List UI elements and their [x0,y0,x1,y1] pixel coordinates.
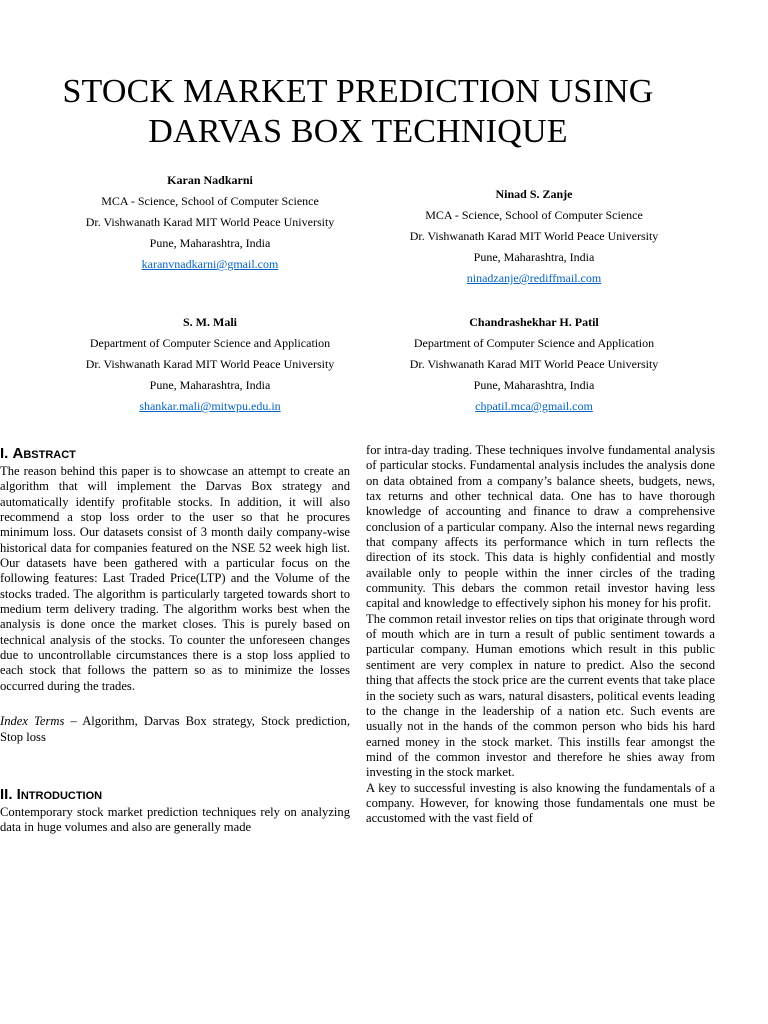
author-email-link[interactable]: ninadzanje@rediffmail.com [466,271,602,285]
introduction-heading [0,785,350,805]
body-paragraph: for intra-day trading. These techniques involve fundamental analysis of particular stocks. Fundamental analysis includes the analysis done on data obtained from a company’s balance sheets, budgets, news, tax returns and other technical data. One has to have thorough knowledge of accounting and finance to draw a comprehensive conclusion of a particular company. Also the internal news regarding that company affects its performance which in turn reflects the direction of its stock. This data is highly confidential and mostly available only to people within the inner circles of the trading community. This debars the common retail investor having less capital and knowledge to effectively siphon his money for his profit. [366,443,715,611]
abstract-heading [0,444,350,464]
introduction-paragraph: Contemporary stock market prediction techniques rely on analyzing data in huge volumes and also are generally made [0,804,350,835]
author-university: Dr. Vishwanath Karad MIT World Peace University [409,229,659,243]
author-dept: MCA - Science, School of Computer Science [425,208,643,222]
author-email-link[interactable]: karanvnadkarni@gmail.com [141,257,279,271]
author-block-3 [30,312,390,417]
author-block-4 [354,312,714,417]
body-paragraph: A key to successful investing is also knowing the fundamentals of a company. However, for knowing those fundamentals one must be accustomed with the vast field of [366,780,715,826]
author-university: Dr. Vishwanath Karad MIT World Peace University [85,357,335,371]
author-dept: Department of Computer Science and Application [89,336,331,350]
index-terms-label: Index Terms [0,714,65,729]
author-name: Ninad S. Zanje [495,187,573,201]
author-block-1 [30,170,390,275]
title-line-1: STOCK MARKET PREDICTION USING [62,73,654,110]
section-number: I. [0,445,13,462]
author-email-link[interactable]: chpatil.mca@gmail.com [475,399,593,413]
author-name: S. M. Mali [183,315,237,329]
section-title: Introduction [16,785,103,803]
abstract-text: The reason behind this paper is to showcase an attempt to create an algorithm that will implement the Darvas Box strategy and automatically identify profitable stocks. In addition, it will also recommend a stop loss order to the user so that he procures minimum loss. Our datasets consist of 3 month daily company-wise historical data for companies featured on the NSE 52 week high list. Our datasets have been gathered with a particular focus on the following features: Last Traded Price(LTP) and the Volume of the stocks traded. The algorithm is particularly targeted towards short to medium term delivery trading. The algorithm works best when the analysis is done once the market closes. This is purely based on technical analysis of the stocks. To counter the unforeseen changes due to uncontrollable circumstances there is a stop loss applied to each stock that follows the pattern so as to minimize the losses occurred during the trades. [0,464,350,693]
title-line-2: DARVAS BOX TECHNIQUE [148,113,568,150]
author-dept: Department of Computer Science and Application [413,336,655,350]
paper-title [0,72,716,152]
right-column [366,443,715,827]
author-university: Dr. Vishwanath Karad MIT World Peace University [409,357,659,371]
left-column [0,444,350,836]
section-title: Abstract [12,445,76,462]
author-location: Pune, Maharashtra, India [149,378,271,392]
author-block-2 [354,184,714,289]
author-name: Chandrashekhar H. Patil [469,315,599,329]
author-email-link[interactable]: shankar.mali@mitwpu.edu.in [139,399,281,413]
author-location: Pune, Maharashtra, India [149,236,271,250]
index-terms [0,714,350,745]
section-number: II. [0,785,17,803]
author-university: Dr. Vishwanath Karad MIT World Peace University [85,215,335,229]
author-location: Pune, Maharashtra, India [473,250,595,264]
index-terms-text: – Algorithm, Darvas Box strategy, Stock prediction, Stop loss [0,714,351,744]
author-location: Pune, Maharashtra, India [473,378,595,392]
author-name: Karan Nadkarni [167,173,253,187]
body-paragraph: The common retail investor relies on tips that originate through word of mouth which are in turn a result of public sentiment towards a particular company. Human emotions which result in this public sentiment are very complex in nature to predict. Also the second thing that affects the stock price are the current events that take place in the society such as wars, natural disasters, political events leading to the change in the leadership of a nation etc. Such events are usually not in the hands of the common person who bids his hard earned money in the stock market. This instills fear amongst the mind of the common investor and therefore he shies away from investing in the stock market. [366,611,715,780]
author-dept: MCA - Science, School of Computer Science [101,194,319,208]
